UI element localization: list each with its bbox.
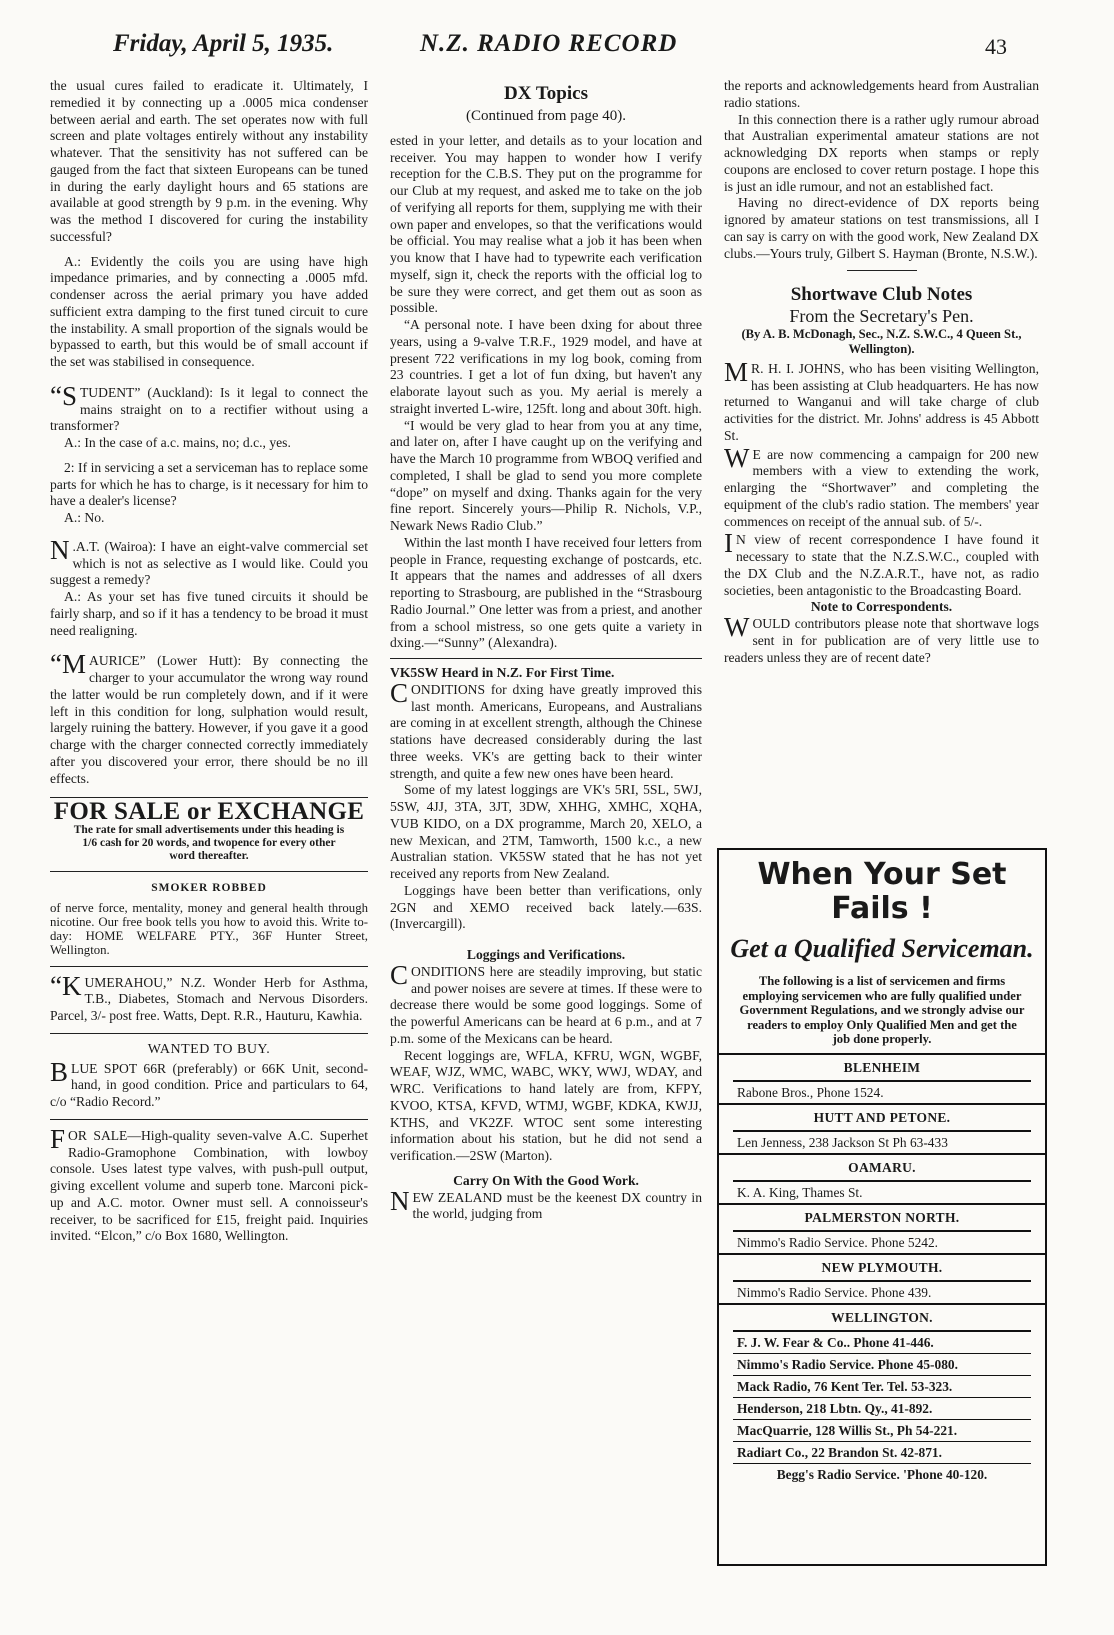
ad-region-list	[719, 1053, 1045, 1485]
ad-firm-listing: Henderson, 218 Lbtn. Qy., 41-892.	[733, 1397, 1031, 1419]
drop-cap: F	[50, 1123, 66, 1154]
vk5sw-paragraph: Some of my latest loggings are VK's 5RI, 5SL, 5WJ, 5SW, 4JJ, 3TA, 3JT, 3DW, XHHG, XMHC, XQHA, VUB KIDO, on a DX programme, March 20, XELO, a new Mexican, and 2TM, Tamworth, 1500 k.c., a new Australian station. VK5SW stated that he has not yet received any reports from New Zealand.	[390, 782, 702, 881]
ad-region-heading: HUTT AND PETONE.	[719, 1103, 1045, 1130]
loggings-heading: Loggings and Verifications.	[466, 947, 626, 962]
section-divider	[50, 966, 368, 967]
drop-cap: “K	[50, 970, 82, 1001]
for-sale-rates: The rate for small advertisements under this heading is 1/6 cash for 20 words, and twopence for every other word thereafter.	[73, 824, 345, 862]
paragraph-text: R. H. I. JOHNS, who has been visiting Wellington, has been assisting at Club headquarters. He has now returned to Wanganui and will take charge of club activities for the district. Mr. Johns' address is 45 Abbott St.	[724, 360, 1039, 443]
carry-on-paragraph	[390, 1185, 702, 1224]
query-paragraph: 2: If in servicing a set a serviceman has to replace some parts for which he has to charge, is it necessary for him to have a dealer's license?	[50, 459, 368, 509]
vk5sw-heading: VK5SW Heard in N.Z. For First Time.	[390, 665, 615, 680]
classified-text: LUE SPOT 66R (preferably) or 66K Unit, second-hand, in good condition. Price and particulars to 64, c/o “Radio Record.”	[50, 1060, 368, 1110]
ad-firm-listing: Len Jenness, 238 Jackson St Ph 63-433	[733, 1130, 1031, 1153]
ad-intro: The following is a list of servicemen and firms employing servicemen who are fully qualified under Government Regulations, and we strongly advise our readers to employ Only Qualified Men and get the job done properly.	[739, 974, 1025, 1046]
letter-paragraph: “I would be very glad to hear from you at any time, and later on, after I have caught up on the verifying and have the March 10 programme from WBOQ verified and completed, I shall be glad to send you more complete “dope” on myself and dxing. Thanks again for the very fine report. Sincerely yours—Philip R. Nichols, V.P., Newark News Radio Club.”	[390, 417, 702, 533]
classified-text: UMERAHOU,” N.Z. Wonder Herb for Asthma, T.B., Diabetes, Stomach and Nervous Disorders. Parcel, 3/- post free. Watts, Dept. R.R., Hauturu, Kawhia.	[50, 974, 368, 1024]
note-to-correspondents-heading: Note to Correspondents.	[810, 599, 953, 615]
letter-paragraph: the reports and acknowledgements heard from Australian radio stations.	[724, 78, 1039, 110]
classified-text: OR SALE—High-quality seven-valve A.C. Superhet Radio-Gramophone Combination, with lowboy console. Uses latest type valves, with push-pull output, giving excellent volume and superb tone. Marconi pick-up and A.C. motor. Owner must sell. A connoisseur's receiver, to be sacrificed for £15, freight paid. Inquiries invited. “Elcon,” c/o Box 1680, Wellington.	[50, 1127, 368, 1244]
drop-cap: “M	[50, 649, 86, 680]
section-divider	[50, 1033, 368, 1034]
continued-note: (Continued from page 40).	[466, 108, 626, 124]
ad-headline: When Your Set Fails !	[757, 857, 1007, 926]
classified-ad-kumerahou	[50, 970, 368, 1025]
classified-heading: SMOKER ROBBED	[151, 882, 267, 894]
query-text: AURICE” (Lower Hutt): By connecting the charger to your accumulator the wrong way round the latter would be run completely down, and if it were left in this condition for long, sulphation would result, largely ruining the battery. However, if you gave it a good charge with the charger connected correctly immediately after you discovered your error, there should be no ill effects.	[50, 653, 368, 786]
query-text: .A.T. (Wairoa): I have an eight-valve commercial set which is not as selective as I would like. Could you suggest a remedy?	[50, 538, 368, 588]
paragraph-text: N view of recent correspondence I have found it necessary to state that the N.Z.S.W.C., coupled with the DX Club and the N.Z.A.R.T., have not, as radio societies, been antagonistic to the Broadcasting Board.	[724, 532, 1039, 598]
section-divider	[50, 1119, 368, 1120]
drop-cap: C	[390, 959, 409, 990]
ad-firm-listing: Mack Radio, 76 Kent Ter. Tel. 53-323.	[733, 1375, 1031, 1397]
paragraph-text: E are now commencing a campaign for 200 new members with a view to extending the work, enlarging the “Shortwaver” and completing the equipment of the club's radio station. The members' year commences on receipt of the annual sub. of 5/-.	[724, 446, 1039, 529]
club-paragraph	[724, 442, 1039, 531]
drop-cap: W	[724, 442, 750, 473]
paragraph-text: ONDITIONS for dxing have greatly improved this last month. Americans, Europeans, and Australians are coming in at excellent strength, although the Chinese stations have decreased considerably during the last three weeks. VK's are getting back to their winter strength, and quite a few new ones have been heard.	[390, 681, 702, 781]
letter-paragraph: In this connection there is a rather ugly rumour abroad that Australian experimental amateur stations are not acknowledging DX reports when stamps or reply coupons are enclosed to cover return postage. I hope this is just an idle rumour, and not an established fact.	[724, 111, 1039, 194]
letter-paragraph: ested in your letter, and details as to your location and receiver. You may happen to wonder how I verify reception for the C.B.S. They put on the programme for our Club at my request, and asked me to take on the job of verifying all reports for them, supplying me with their own paper and envelopes, so that the verifications would be official. You may realise what a job it has been when you know that I have had to typewrite each verification myself, sign it, check the reports with the official log to be sure they were correct, and get them out as soon as possible.	[390, 132, 702, 316]
query-text: TUDENT” (Auckland): Is it legal to connect the mains straight on to a rectifier without using a transformer?	[50, 384, 368, 434]
shortwave-club-byline: (By A. B. McDonagh, Sec., N.Z. S.W.C., 4 Queen St., Wellington).	[741, 326, 1022, 356]
letter-paragraph: Within the last month I have received four letters from people in France, requesting exchange of postcards, etc. It appears that the names and addresses of all dxers reporting to Strasbourg, are published in the “Strasbourg Radio Journal.” One letter was from a priest, and another from a school mistress, so one gets quite a variety in dxing.—“Sunny” (Alexandra).	[390, 534, 702, 651]
column-middle	[390, 78, 702, 1223]
ad-region-heading: PALMERSTON NORTH.	[719, 1203, 1045, 1230]
query-nat	[50, 534, 368, 589]
club-paragraph	[724, 612, 1039, 666]
ad-firm-listing: Nimmo's Radio Service. Phone 439.	[733, 1280, 1031, 1303]
ad-subheadline: Get a Qualified Serviceman.	[730, 934, 1034, 963]
column-left	[50, 78, 368, 1245]
query-maurice	[50, 649, 368, 787]
ad-firm-listing: Nimmo's Radio Service. Phone 5242.	[733, 1230, 1031, 1253]
section-rule	[847, 270, 917, 271]
letter-paragraph: “A personal note. I have been dxing for about three years, using a 9-valve T.R.F., 1929 model, and have at present 722 verifications in my log book, coming from 23 countries. I get a lot of fun dxing, but haven't any elaborate layout such as you. My aerial is merely a straight inverted L-wire, 125ft. long and about 30ft. high.	[390, 317, 702, 416]
letter-continuation: the usual cures failed to eradicate it. Ultimately, I remedied it by connecting up a .0005 mica condenser between aerial and earth. The set operates now with full screen and plate voltages entirely without any instability whatever. That the sensitivity has not suffered can be gauged from the fact that sixteen Europeans can be tuned in during the early daylight hours and 65 stations are available at good strength by 9 p.m. in the evening. Why was the method I discovered for curing the instability successful?	[50, 78, 368, 244]
section-rule	[390, 658, 702, 659]
ad-firm-listing: K. A. King, Thames St.	[733, 1180, 1031, 1203]
ad-region-heading: NEW PLYMOUTH.	[719, 1253, 1045, 1280]
paragraph-text: EW ZEALAND must be the keenest DX country in the world, judging from	[412, 1189, 702, 1222]
answer-paragraph: A.: Evidently the coils you are using have high impedance primaries, and by connecting a .0005 mfd. condenser across the aerial primary you have added sufficient extra damping to the first tuned circuit to cure the instability. A small proportion of the signals would be bypassed to earth, but this would be of small account if the set was stabilised in consequence.	[50, 253, 368, 369]
shortwave-club-subheading: From the Secretary's Pen.	[789, 306, 974, 326]
ad-firm-listing: Rabone Bros., Phone 1524.	[733, 1080, 1031, 1103]
section-divider	[50, 871, 368, 872]
classified-ad-for-sale	[50, 1123, 368, 1245]
page-number: 43	[985, 34, 1007, 59]
carry-on-heading: Carry On With the Good Work.	[453, 1172, 639, 1188]
club-paragraph	[724, 528, 1039, 599]
drop-cap: W	[724, 612, 750, 642]
for-sale-heading: FOR SALE or EXCHANGE	[53, 798, 365, 826]
ad-firm-listing: Begg's Radio Service. 'Phone 40-120.	[733, 1463, 1031, 1485]
ad-region-heading: WELLINGTON.	[719, 1303, 1045, 1330]
drop-cap: N	[390, 1185, 410, 1216]
drop-cap: C	[390, 677, 409, 708]
paragraph-text: ONDITIONS here are steadily improving, but static and power noises are severe at times. If these were to decrease there would be some good loggings. Some of the powerful Americans can be heard at 6 p.m., and at 7 p.m. some of the Mexicans can be heard.	[390, 963, 702, 1046]
classified-heading: WANTED TO BUY.	[147, 1041, 271, 1057]
letter-paragraph: Having no direct-evidence of DX reports being ignored by amateur stations on test transmissions, all I can say is carry on with the good work, New Zealand DX clubs.—Yours truly, Gilbert S. Hayman (Bronte, N.S.W.).	[724, 195, 1039, 261]
issue-date: Friday, April 5, 1935.	[113, 30, 334, 57]
ad-region-heading: BLENHEIM	[719, 1053, 1045, 1080]
column-right	[724, 78, 1039, 666]
ad-region-heading: OAMARU.	[719, 1153, 1045, 1180]
ad-firm-listing: Radiart Co., 22 Brandon St. 42-871.	[733, 1441, 1031, 1463]
drop-cap: M	[724, 356, 749, 387]
club-paragraph	[724, 356, 1039, 445]
loggings-paragraph	[390, 959, 702, 1048]
vk5sw-paragraph	[390, 677, 702, 783]
answer-paragraph: A.: In the case of a.c. mains, no; d.c., yes.	[64, 435, 291, 450]
ad-firm-listing: Nimmo's Radio Service. Phone 45-080.	[733, 1353, 1031, 1375]
drop-cap: N	[50, 534, 70, 565]
query-student	[50, 380, 368, 435]
answer-paragraph: A.: As your set has five tuned circuits it should be fairly sharp, and so if it has a tendency to be broad it must need realigning.	[50, 589, 368, 638]
drop-cap: I	[724, 528, 733, 559]
answer-paragraph: A.: No.	[64, 510, 105, 525]
drop-cap: “S	[50, 380, 77, 411]
drop-cap: B	[50, 1056, 69, 1087]
serviceman-advertisement	[717, 848, 1047, 1566]
ad-firm-listing: F. J. W. Fear & Co.. Phone 41-446.	[733, 1330, 1031, 1353]
vk5sw-paragraph: Loggings have been better than verifications, only 2GN and XEMO received back lately.—63S. (Invercargill).	[390, 882, 702, 932]
shortwave-club-heading: Shortwave Club Notes	[790, 284, 973, 306]
loggings-paragraph: Recent loggings are, WFLA, KFRU, WGN, WGBF, WEAF, WJZ, WMC, WABC, WKY, WWJ, WDAY, and WRC. Verifications to hand lately are from, KFPY, KVOO, KTSA, KFVD, WTMJ, WGBF, KDKA, KWJJ, KTHS, and VK2ZF. WTOC sent some interesting information about his station, but he did not send a verification.—2SW (Marton).	[390, 1047, 702, 1163]
ad-firm-listing: MacQuarrie, 128 Willis St., Ph 54-221.	[733, 1419, 1031, 1441]
classified-ad-blue-spot	[50, 1056, 368, 1111]
classified-ad-smoker: of nerve force, mentality, money and general health through nicotine. Our free book tells you how to avoid this. Write to-day: HOME WELFARE PTY., 36F Hunter Street, Wellington.	[50, 900, 368, 958]
page-header	[0, 30, 1114, 70]
publication-title: N.Z. RADIO RECORD	[420, 30, 678, 57]
paragraph-text: OULD contributors please note that shortwave logs sent in for publication are of very little use to readers unless they are of recent date?	[724, 616, 1039, 665]
dx-topics-heading: DX Topics	[504, 83, 588, 104]
